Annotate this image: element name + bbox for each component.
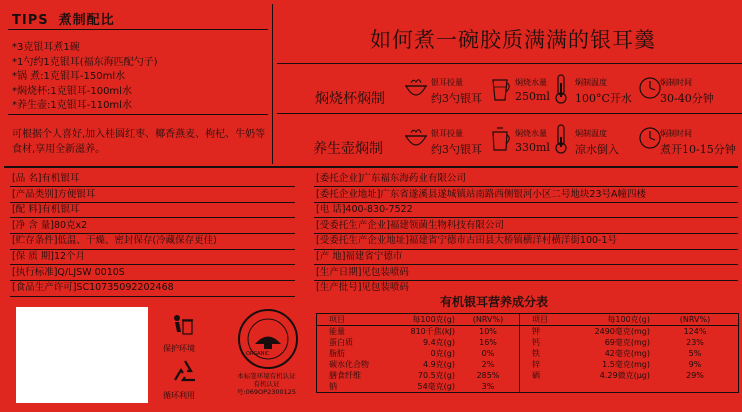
row-rule bbox=[314, 249, 738, 250]
tips-ratio-list bbox=[12, 41, 158, 114]
nutrient-name: 硒 bbox=[532, 371, 540, 380]
nutrient-name: 能量 bbox=[329, 327, 345, 336]
nutrient-nrv: 0% bbox=[457, 348, 520, 359]
row-rule bbox=[314, 280, 738, 281]
row-rule bbox=[10, 264, 295, 265]
row-rule bbox=[10, 296, 295, 297]
info-line: [保 质 期]12个月 bbox=[12, 250, 86, 262]
nutrient-nrv: 16% bbox=[457, 337, 520, 348]
info-line: [净 含 量]80克x2 bbox=[12, 219, 88, 231]
row-rule bbox=[10, 186, 295, 187]
info-line: [生产日期]见包装喷码 bbox=[316, 266, 409, 278]
col-header-water: 焖烧水量 bbox=[515, 129, 547, 138]
nutrition-header: 项目 bbox=[532, 315, 548, 324]
info-line: [食品生产许可]SC10735092202468 bbox=[12, 282, 174, 294]
nutrient-value: 54毫克(g) bbox=[417, 382, 455, 391]
col-header-water: 焖烧水量 bbox=[515, 78, 547, 87]
tips-heading-text: 煮制配比 bbox=[58, 13, 115, 28]
organic-cert-seal bbox=[238, 309, 298, 369]
col-header-time: 焖制时间 bbox=[660, 129, 692, 138]
tips-line: *3克银耳煮1碗 bbox=[12, 42, 80, 53]
nutrition-row bbox=[317, 359, 738, 370]
tips-divider bbox=[8, 29, 268, 30]
nutrition-grid bbox=[317, 314, 738, 392]
method-name: 焖烧杯焖制 bbox=[315, 91, 385, 107]
nutrient-value: 69毫克(mg) bbox=[604, 338, 650, 347]
clock-icon bbox=[638, 126, 662, 154]
nutrition-title: 有机银耳营养成分表 bbox=[440, 295, 549, 309]
nutrient-value: 0克(g) bbox=[430, 349, 455, 358]
water-value: 250ml bbox=[515, 90, 550, 103]
row-rule bbox=[314, 186, 738, 187]
guide-divider-2 bbox=[277, 113, 742, 114]
row-rule bbox=[10, 280, 295, 281]
nutrient-name bbox=[520, 381, 575, 392]
time-value: 煮开10-15分钟 bbox=[660, 143, 736, 156]
nutrient-name: 蛋白质 bbox=[329, 338, 353, 347]
cert-text bbox=[224, 372, 309, 396]
info-line: [品 名]有机银耳 bbox=[12, 173, 80, 184]
nutrient-name: 脂肪 bbox=[329, 349, 345, 358]
temp-value: 凉水倒入 bbox=[575, 143, 619, 156]
row-rule bbox=[10, 217, 295, 218]
nutrient-name: 钙 bbox=[532, 338, 540, 347]
guide-divider bbox=[277, 63, 742, 64]
nutrient-name: 钠 bbox=[329, 382, 337, 391]
tips-line: *养生壶:1克银耳-110ml水 bbox=[12, 100, 132, 111]
nutrition-row bbox=[317, 370, 738, 381]
nutrition-header-row bbox=[317, 314, 738, 326]
info-line: [电 话]400-830-7522 bbox=[316, 204, 413, 216]
cert-line: 本标签环境有机认证 bbox=[237, 372, 296, 380]
info-line: [委托企业]广东福东海药业有限公司 bbox=[316, 173, 466, 184]
row-rule bbox=[10, 233, 295, 234]
nutrition-row bbox=[317, 337, 738, 348]
nutrient-value: 2490毫克(mg) bbox=[594, 327, 650, 336]
nutrition-row bbox=[317, 326, 738, 338]
nutrient-value: 9.4克(g) bbox=[422, 338, 455, 347]
temp-value: 100°C开水 bbox=[575, 92, 632, 105]
nutrient-nrv: 2% bbox=[457, 359, 520, 370]
thermometer-icon bbox=[552, 73, 570, 109]
cert-ring-text: ORGANIC bbox=[246, 351, 270, 357]
water-value: 330ml bbox=[515, 141, 550, 154]
nutrient-value: 70.5克(g) bbox=[417, 371, 455, 380]
section-divider bbox=[272, 4, 273, 164]
nutrient-nrv: 3% bbox=[457, 381, 520, 392]
tips-divider-2 bbox=[8, 114, 268, 115]
nutrient-name: 钾 bbox=[532, 327, 540, 336]
time-value: 30-40分钟 bbox=[660, 92, 714, 105]
recycle-label: 循环利用 bbox=[163, 391, 195, 400]
info-line: [受委托生产企业地址]福建省宁德市古田县大桥镇横洋村横洋街100-1号 bbox=[316, 235, 618, 247]
info-line: [产品类别]方便银耳 bbox=[12, 188, 96, 200]
info-line: [配 料]有机银耳 bbox=[12, 204, 80, 216]
thermometer-icon bbox=[552, 123, 570, 159]
col-header-amount: 银耳投量 bbox=[431, 129, 463, 138]
nutrient-value: 4.29微克(μg) bbox=[599, 371, 650, 380]
nutrient-value: 1.5毫克(mg) bbox=[602, 360, 650, 369]
col-header-time: 焖制时间 bbox=[660, 78, 692, 87]
nutrition-header: 每100克(g) bbox=[412, 315, 455, 324]
info-line: [产 地]福建省宁德市 bbox=[316, 250, 403, 262]
nutrition-header: (NRV%) bbox=[679, 315, 711, 324]
kettle-icon bbox=[489, 124, 513, 158]
protect-env-label: 保护环境 bbox=[163, 344, 195, 353]
cert-number: 有机认证号:069OP2300125 bbox=[236, 380, 297, 396]
nutrient-name: 碳水化合物 bbox=[329, 360, 369, 369]
row-rule bbox=[314, 264, 738, 265]
nutrient-value: 4.9克(g) bbox=[422, 360, 455, 369]
nutrient-name: 膳食纤维 bbox=[329, 371, 361, 380]
nutrient-nrv: 124% bbox=[683, 327, 707, 336]
info-line: [执行标准]Q/LJSW 0010S bbox=[12, 266, 125, 278]
trash-bin-icon bbox=[170, 312, 196, 342]
nutrient-name: 铁 bbox=[532, 349, 540, 358]
nutrient-value: 810千焦(kJ) bbox=[410, 327, 455, 336]
nutrition-row bbox=[317, 381, 738, 392]
clock-icon bbox=[638, 76, 662, 104]
method-name: 养生壶焖制 bbox=[313, 141, 383, 157]
row-rule bbox=[10, 202, 295, 203]
nutrient-nrv: 29% bbox=[686, 371, 704, 380]
recycle-icon bbox=[170, 358, 200, 390]
bowl-icon bbox=[403, 124, 429, 158]
nutrient-nrv: 5% bbox=[688, 349, 702, 358]
nutrient-name: 锌 bbox=[532, 360, 540, 369]
col-header-temp: 焖制温度 bbox=[575, 78, 607, 87]
nutrient-nrv: 10% bbox=[457, 326, 520, 338]
nutrition-header: 项目 bbox=[329, 315, 345, 324]
bowl-icon bbox=[403, 74, 429, 108]
guide-title: 如何煮一碗胶质满满的银耳羹 bbox=[370, 28, 656, 52]
tips-note: 可根据个人喜好,加入桂圆红枣、椰香燕麦、枸杞、牛奶等食材,享用全新滋养。 bbox=[12, 129, 266, 155]
nutrition-table bbox=[316, 313, 739, 393]
row-rule bbox=[10, 249, 295, 250]
col-header-temp: 焖制温度 bbox=[575, 129, 607, 138]
main-divider bbox=[4, 166, 738, 168]
nutrient-nrv: 285% bbox=[457, 370, 520, 381]
tips-line: *焖烧杯:1克银耳-100ml水 bbox=[12, 85, 132, 97]
nutrition-header: (NRV%) bbox=[457, 314, 520, 326]
info-line: [委托企业地址]广东省遂溪县遂城镇站南路西侧银河小区二号地块23号A幢四楼 bbox=[316, 188, 647, 200]
nutrient-nrv: 23% bbox=[686, 338, 704, 347]
col-header-amount: 银耳投量 bbox=[431, 78, 463, 87]
row-rule bbox=[314, 217, 738, 218]
tips-line: *1勺约1克银耳(福东海匹配勺子) bbox=[12, 56, 158, 68]
nutrition-header: 每100克(g) bbox=[607, 315, 650, 324]
amount-value: 约3勺银耳 bbox=[431, 92, 482, 105]
tips-line: *锅 煮:1克银耳-150ml水 bbox=[12, 71, 126, 82]
info-line: [受委托生产企业]福建领菌生物科技有限公司 bbox=[316, 219, 504, 231]
info-line: [生产批号]见包装喷码 bbox=[316, 282, 409, 294]
nutrient-value bbox=[574, 381, 652, 392]
tips-label: TIPS bbox=[12, 13, 49, 28]
nutrient-nrv: 9% bbox=[688, 360, 702, 369]
tips-heading bbox=[12, 9, 125, 28]
barcode-area bbox=[16, 307, 148, 403]
pitcher-icon bbox=[489, 74, 513, 108]
row-rule bbox=[314, 233, 738, 234]
nutrient-nrv bbox=[652, 381, 738, 392]
row-rule bbox=[314, 202, 738, 203]
nutrient-value: 42毫克(mg) bbox=[604, 349, 650, 358]
info-line: [贮存条件]低温、干燥、密封保存(冷藏保存更佳) bbox=[12, 235, 217, 247]
nutrition-row bbox=[317, 348, 738, 359]
amount-value: 约3勺银耳 bbox=[431, 143, 482, 156]
